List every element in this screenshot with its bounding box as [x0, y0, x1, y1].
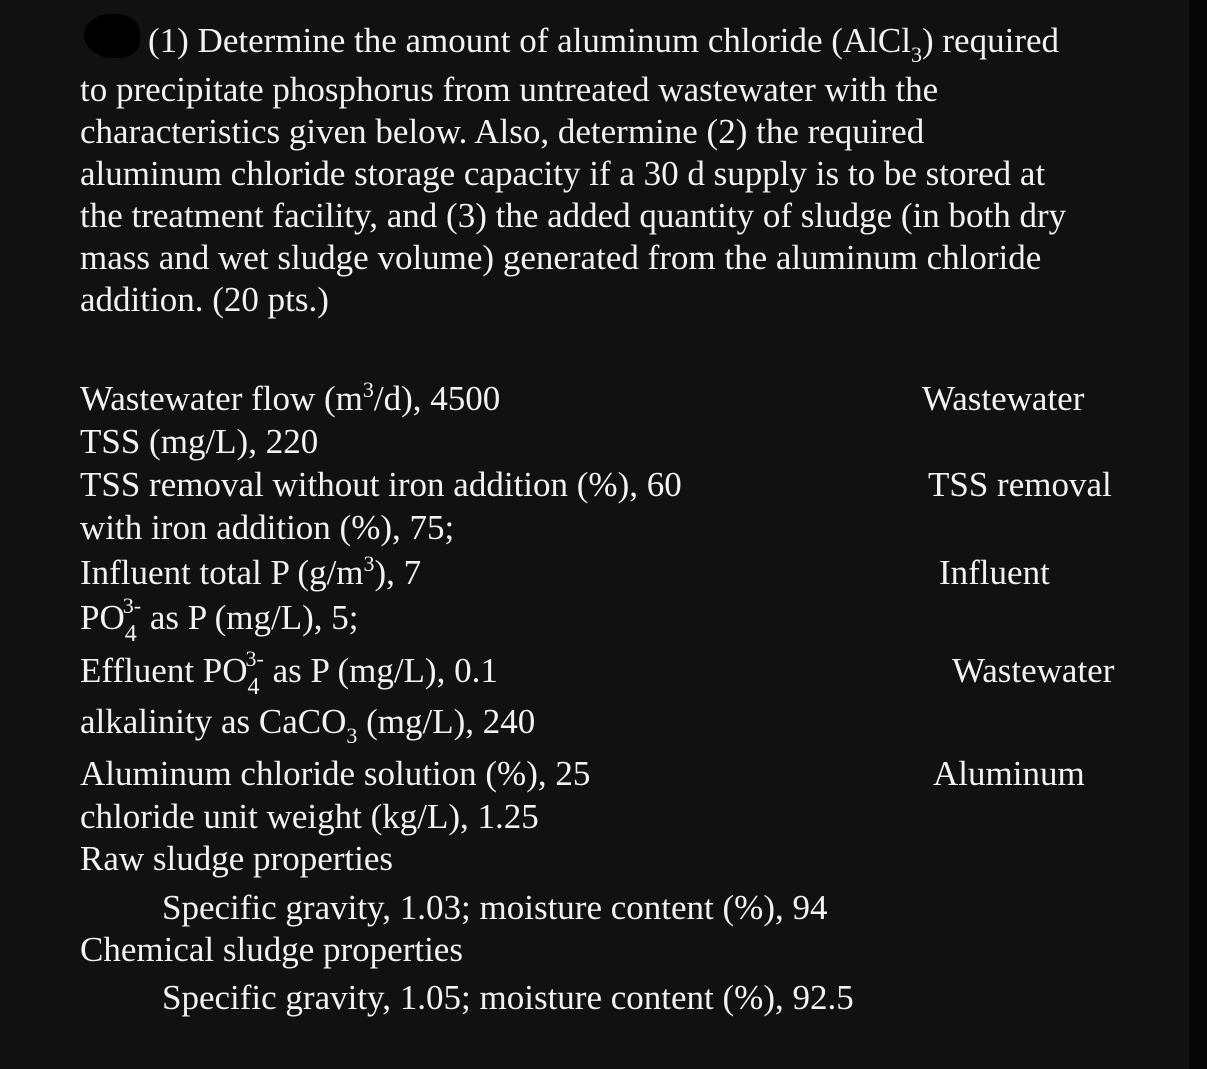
raw-sludge-title: Raw sludge properties	[80, 839, 393, 878]
influent-total-p: Influent total P $(g/m^3)$, 7	[80, 551, 422, 592]
side-label-aluminum: Aluminum	[933, 754, 1085, 793]
aluminum-chloride-solution: Aluminum chloride solution (%), 25	[80, 754, 591, 793]
problem-line-7: addition. (20 pts.)	[80, 280, 329, 319]
side-label-wastewater-2: Wastewater	[952, 651, 1115, 690]
problem-statement	[80, 18, 1160, 322]
side-label-tss-removal: TSS removal	[928, 465, 1112, 504]
tss-removal-without: TSS removal without iron addition (%), 60	[80, 465, 682, 504]
side-label-influent: Influent	[939, 553, 1050, 592]
problem-line-6: mass and wet sludge volume) generated from the aluminum chloride	[80, 238, 1042, 277]
tss-removal-with: with iron addition (%), 75;	[80, 508, 455, 547]
right-edge-bar	[1189, 0, 1207, 1069]
problem-line-4: aluminum chloride storage capacity if a 30 d supply is to be stored at	[80, 154, 1046, 193]
wastewater-flow: Wastewater flow $(m^3/d)$, 4500	[80, 377, 501, 418]
problem-line-1: (1) Determine the amount of aluminum chloride (AlCl$_3$) required	[148, 21, 1060, 67]
chemical-sludge-values: Specific gravity, 1.05; moisture content (%), 92.5	[162, 978, 854, 1017]
side-label-wastewater-1: Wastewater	[922, 379, 1085, 418]
alkalinity: alkalinity as CaCO$_3$ (mg/L), 240	[80, 702, 536, 748]
effluent-po4: Effluent $PO_4^{3-}$ as P (mg/L), 0.1	[80, 646, 498, 700]
problem-line-2: to precipitate phosphorus from untreated wastewater with the	[80, 70, 939, 109]
chemical-sludge-title: Chemical sludge properties	[80, 930, 463, 969]
problem-line-3: characteristics given below. Also, determine (2) the required	[80, 112, 925, 151]
po4-as-p: $PO_4^{3-}$ as P (mg/L), 5;	[80, 593, 359, 647]
tss-value: TSS (mg/L), 220	[80, 422, 319, 461]
raw-sludge-values: Specific gravity, 1.03; moisture content (%), 94	[162, 888, 828, 927]
chloride-unit-weight: chloride unit weight (kg/L), 1.25	[80, 797, 539, 836]
problem-line-5: the treatment facility, and (3) the added quantity of sludge (in both dry	[80, 196, 1067, 235]
